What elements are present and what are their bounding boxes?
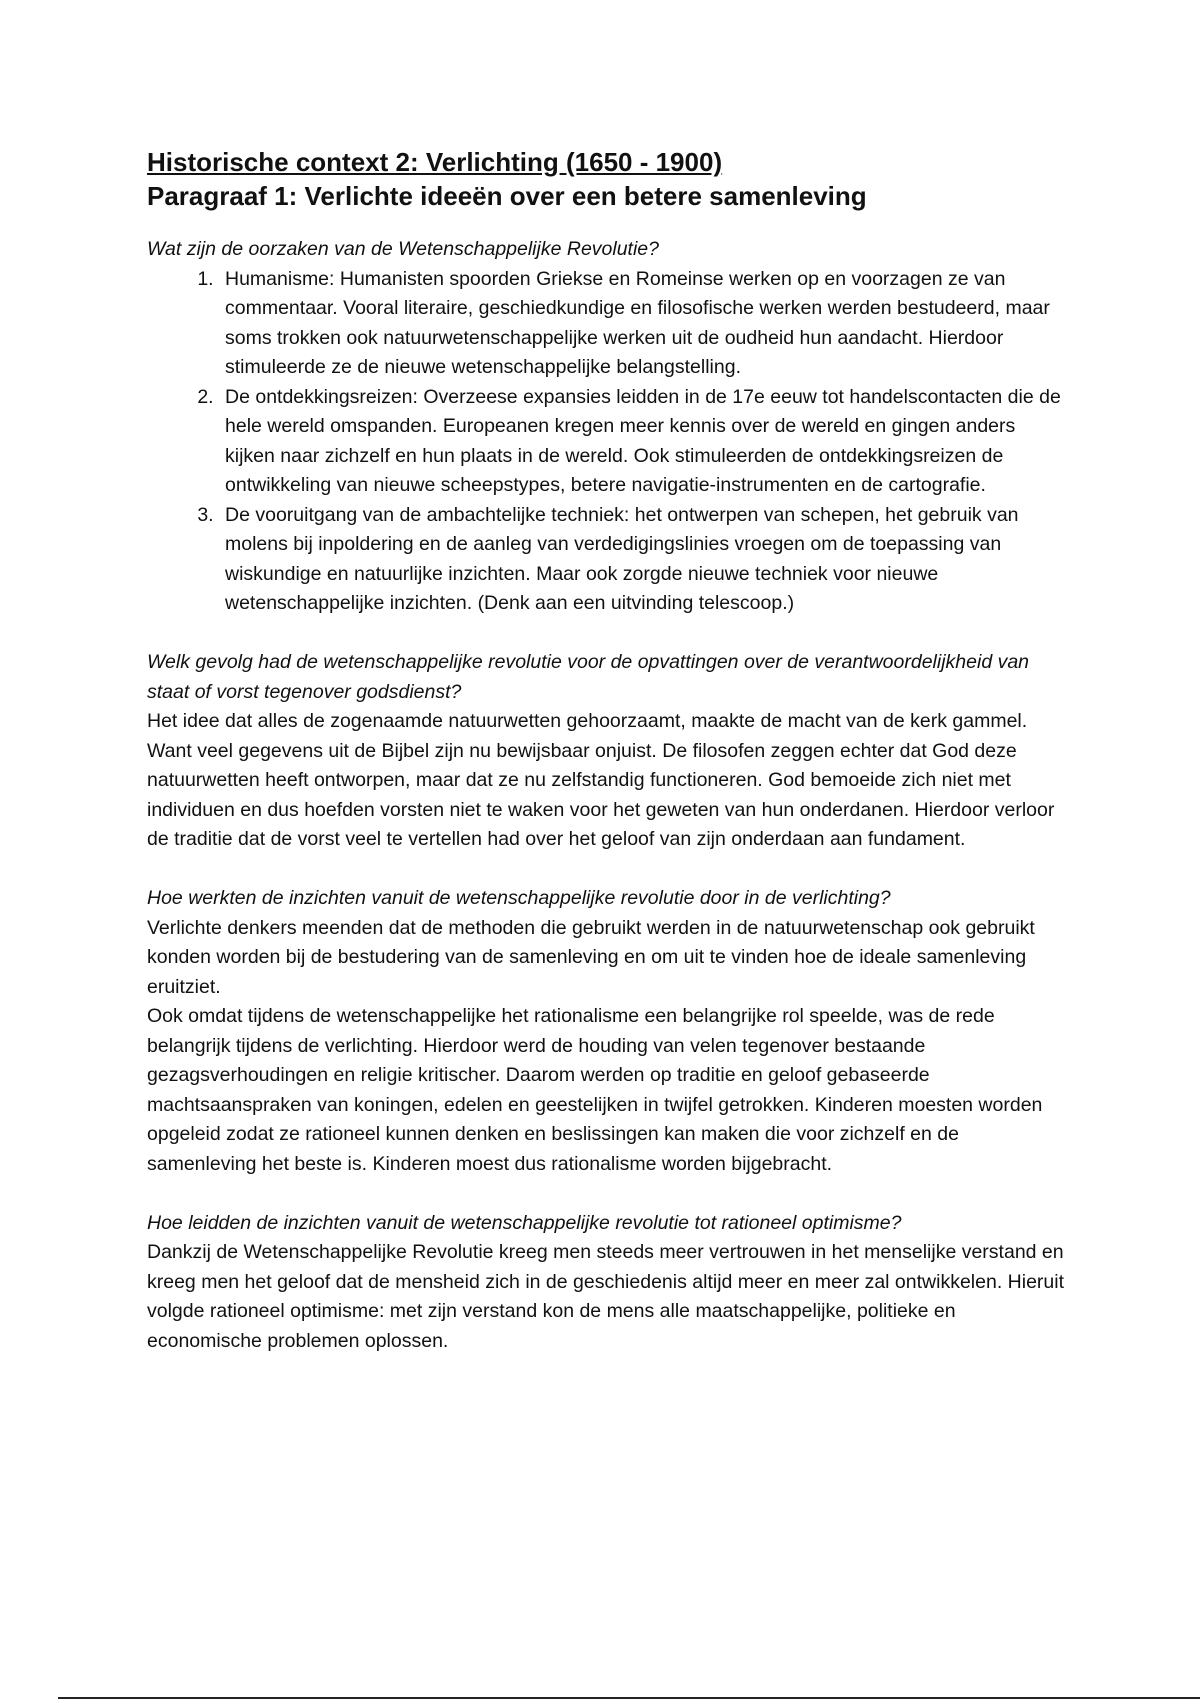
spacer <box>147 1179 1067 1209</box>
section-answer: Dankzij de Wetenschappelijke Revolutie kreeg men steeds meer vertrouwen in het menselijke verstand en kreeg men het geloof dat de mensheid zich in de geschiedenis altijd meer en meer zal ontwikkelen. Hieruit volgde rationeel optimisme: met zijn verstand kon de mens alle maatschappelijke, politieke en economische problemen oplossen. <box>147 1241 1065 1352</box>
section-question: Hoe leidden de inzichten vanuit de wetenschappelijke revolutie tot rationeel optimisme? <box>147 1211 902 1234</box>
document-title: Historische context 2: Verlichting (1650 - 1900) <box>147 147 723 177</box>
list-item: 3. De vooruitgang van de ambachtelijke techniek: het ontwerpen van schepen, het gebruik van molens bij inpoldering en de aanleg van verdedigingslinies vroegen om de toepassing van wiskundige en natuurlijke inzichten. Maar ook zorgde nieuwe techniek voor nieuwe wetenschappelijke inzichten. (Denk aan een uitvinding telescoop.) <box>219 501 1067 619</box>
section-answer: Het idee dat alles de zogenaamde natuurwetten gehoorzaamt, maakte de macht van de kerk gammel. Want veel gegevens uit de Bijbel zijn nu bewijsbaar onjuist. De filosofen zeggen echter dat God deze natuurwetten heeft ontworpen, maar dat ze nu zelfstandig functioneren. God bemoeide zich niet met individuen en dus hoefden vorsten niet te waken voor het geweten van hun onderdanen. Hierdoor verloor de traditie dat de vorst veel te vertellen had over het geloof van zijn onderdaan aan fundament. <box>147 710 1055 850</box>
document-subtitle: Paragraaf 1: Verlichte ideeën over een betere samenleving <box>147 181 867 211</box>
document-page <box>147 145 1067 1356</box>
spacer <box>147 619 1067 649</box>
section-answer-continued: Ook omdat tijdens de wetenschappelijke het rationalisme een belangrijke rol speelde, was de rede belangrijk tijdens de verlichting. Hierdoor werd de houding van velen tegenover bestaande gezagsverhoudingen en religie kritischer. Daarom werden op traditie en geloof gebaseerde machtsaanspraken van koningen, edelen en geestelijken in twijfel getrokken. Kinderen moesten worden opgeleid zodat ze rationeel kunnen denken en beslissingen kan maken die voor zichzelf en de samenleving het beste is. Kinderen moest dus rationalisme worden bijgebracht. <box>147 1005 1043 1175</box>
section-question: Wat zijn de oorzaken van de Wetenschappelijke Revolutie? <box>147 238 659 260</box>
spacer <box>147 855 1067 885</box>
causes-list <box>147 265 1067 619</box>
list-item: 1. Humanisme: Humanisten spoorden Griekse en Romeinse werken op en voorzagen ze van commentaar. Vooral literaire, geschiedkundige en filosofische werken werden bestudeerd, maar soms trokken ook natuurwetenschappelijke werken uit de oudheid hun aandacht. Hierdoor stimuleerde ze de nieuwe wetenschappelijke belangstelling. <box>219 265 1067 383</box>
section-question: Hoe werkten de inzichten vanuit de wetenschappelijke revolutie door in de verlichting? <box>147 887 891 909</box>
section-answer: Verlichte denkers meenden dat de methoden die gebruikt werden in de natuurwetenschap ook gebruikt konden worden bij de bestudering van de samenleving en om uit te vinden hoe de ideale samenleving eruitziet. <box>147 916 1035 998</box>
section-question: Welk gevolg had de wetenschappelijke revolutie voor de opvattingen over de verantwoordelijkheid van staat of vorst tegenover godsdienst? <box>147 651 1030 703</box>
page-bottom-divider <box>58 1697 1200 1699</box>
list-item: 2. De ontdekkingsreizen: Overzeese expansies leidden in de 17e eeuw tot handelscontacten die de hele wereld omspanden. Europeanen kregen meer kennis over de wereld en gingen anders kijken naar zichzelf en hun plaats in de wereld. Ook stimuleerden de ontdekkingsreizen de ontwikkeling van nieuwe scheepstypes, betere navigatie-instrumenten en de cartografie. <box>219 383 1067 501</box>
